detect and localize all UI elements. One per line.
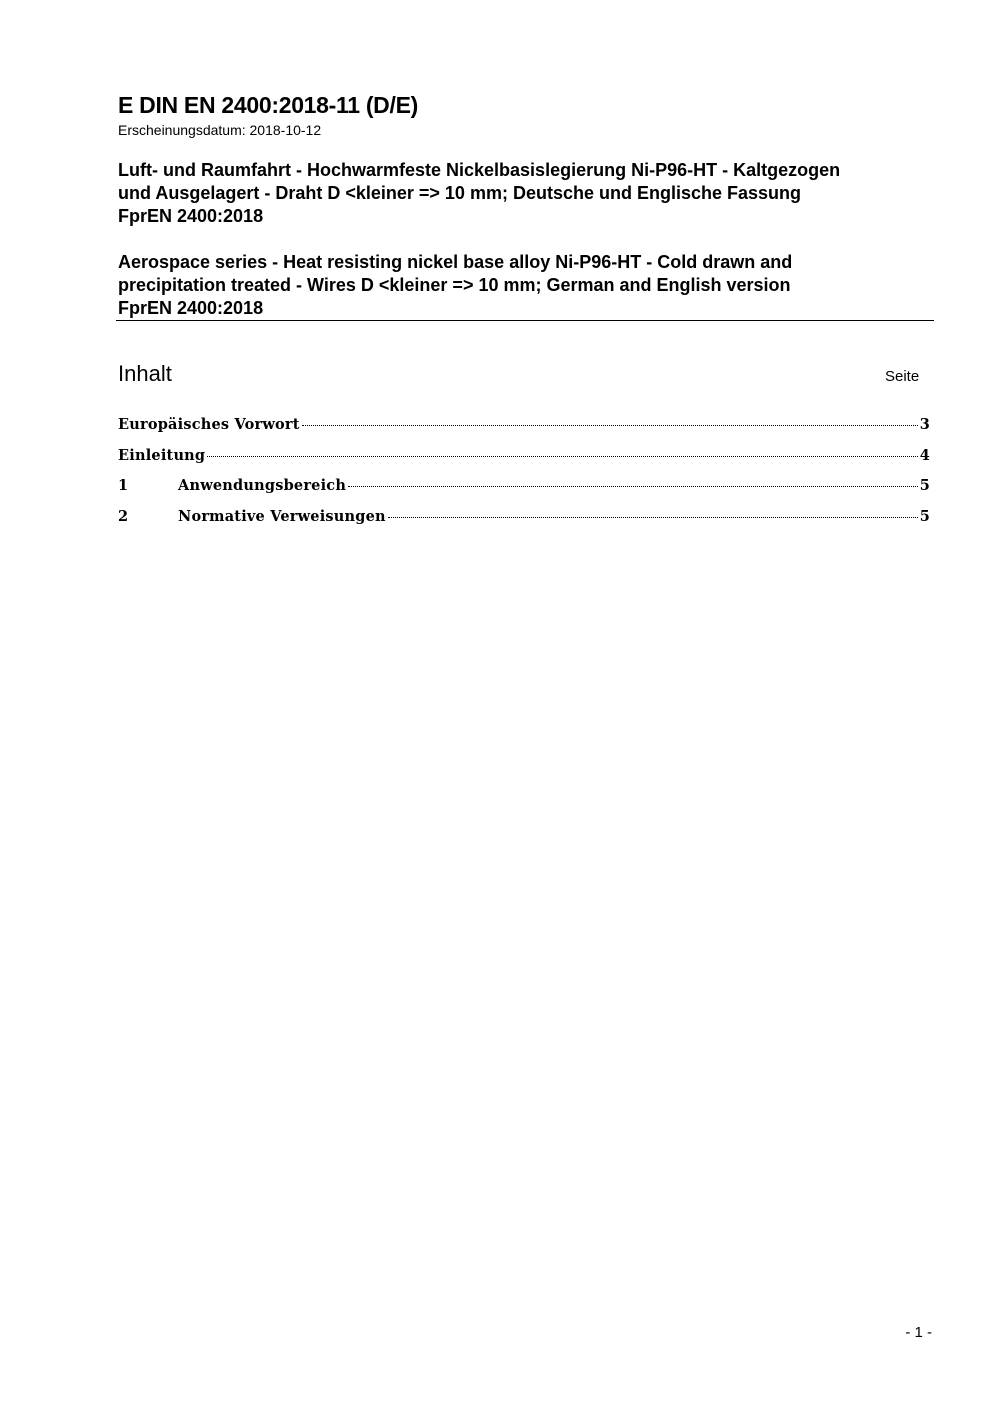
title-german-line: und Ausgelagert - Draht D <kleiner => 10 mm; Deutsche und Englische Fassung [118,183,801,203]
title-english-line: Aerospace series - Heat resisting nickel base alloy Ni-P96-HT - Cold drawn and [118,252,793,272]
title-english-line: FprEN 2400:2018 [118,298,264,318]
toc-entry-page: 5 [919,477,930,494]
document-id: E DIN EN 2400:2018-11 (D/E) [118,92,418,118]
toc-entry-number: 1 [118,477,129,494]
toc-dot-leader [388,517,918,518]
toc-entry-title: Normative Verweisungen [178,507,386,525]
toc-dot-leader [302,425,918,426]
toc-entry-number: 2 [118,507,129,525]
toc-entry-page: 5 [919,507,930,525]
toc-entry-normative-verweisungen[interactable] [118,508,930,539]
toc-heading: Inhalt [118,361,172,386]
title-english-line: precipitation treated - Wires D <kleiner => 10 mm; German and English version [118,275,791,295]
toc-entry-title: Europäisches Vorwort [118,416,300,433]
toc-entry-anwendungsbereich[interactable] [118,477,930,508]
title-german-line: FprEN 2400:2018 [118,206,264,226]
toc-entry-einleitung[interactable] [118,447,930,478]
toc-dot-leader [207,456,917,457]
publication-date: Erscheinungsdatum: 2018-10-12 [118,122,322,138]
toc-entry-page: 3 [919,416,930,433]
title-german-line: Luft- und Raumfahrt - Hochwarmfeste Nickelbasislegierung Ni-P96-HT - Kaltgezogen [118,160,841,180]
title-english [118,251,938,320]
page-number: - 1 - [905,1324,932,1341]
toc-dot-leader [348,486,918,487]
title-german [118,159,938,228]
table-of-contents [118,416,930,538]
toc-page-label: Seite [885,368,920,385]
toc-entry-europaeisches-vorwort[interactable] [118,416,930,447]
toc-entry-title: Einleitung [118,446,206,464]
toc-entry-title: Anwendungsbereich [178,477,347,494]
toc-entry-page: 4 [919,446,930,464]
title-divider [116,320,934,321]
